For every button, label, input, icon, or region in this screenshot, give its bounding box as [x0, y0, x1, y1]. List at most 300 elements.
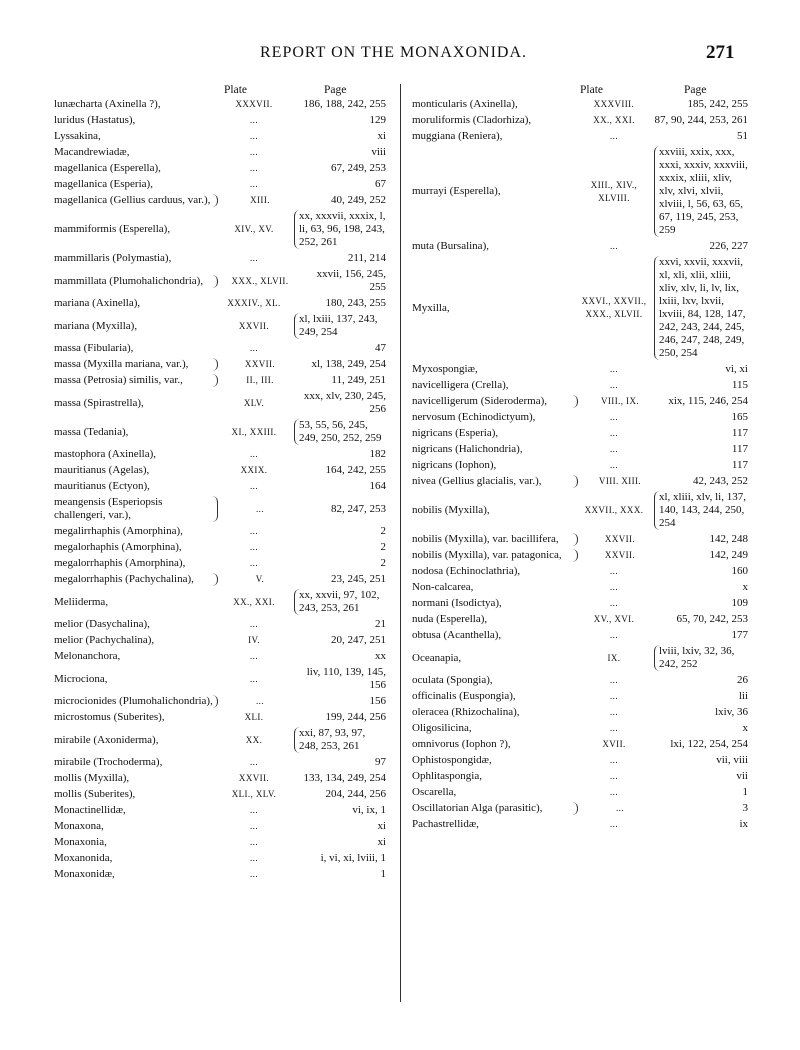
index-entry: [54, 390, 386, 416]
entry-plate: ...: [256, 696, 264, 706]
entry-name: luridus (Hastatus),: [54, 114, 136, 126]
index-entry: [54, 268, 386, 294]
entry-plate: ...: [250, 179, 258, 189]
entry-plate: XXVII., XXX.: [584, 505, 644, 515]
entry-name: microstomus (Suberites),: [54, 711, 165, 723]
index-entry: [412, 411, 748, 424]
index-entry: [54, 194, 386, 207]
entry-pages: 160: [731, 565, 748, 577]
entry-pages: xxviii, xxix, xxx, xxxi, xxxiv, xxxviii, xxxix, xliii, xliv, xlv, xlvi, xlvii, xlviii, l, 56, 63, 65, 67, 119, 245, 253, 259: [654, 146, 748, 237]
entry-plate: ...: [610, 755, 618, 765]
entry-pages: 109: [731, 597, 748, 609]
index-entry: [54, 313, 386, 339]
entry-name: Oligosilicina,: [412, 722, 472, 734]
index-entry: [412, 549, 748, 562]
entry-plate: ...: [250, 163, 258, 173]
entry-pages: vi, xi: [725, 363, 748, 375]
entry-plate: XLI., XLV.: [231, 789, 277, 799]
entry-plate: ...: [250, 853, 258, 863]
entry-name: Melonanchora,: [54, 650, 121, 662]
entry-pages: 65, 70, 242, 253: [676, 613, 748, 625]
index-entry: [412, 459, 748, 472]
entry-plate: ...: [610, 723, 618, 733]
entry-plate: ...: [250, 673, 258, 684]
index-entry: [412, 581, 748, 594]
index-entry: [54, 836, 386, 849]
entry-name: lunæcharta (Axinella ?),: [54, 98, 161, 110]
index-entry: [412, 146, 748, 237]
entry-pages: 186, 188, 242, 255: [303, 98, 386, 110]
index-list-right: [412, 98, 748, 831]
entry-plate: XIII., XIV., XLVIII.: [590, 179, 638, 203]
index-entry: [412, 565, 748, 578]
index-entry: [412, 722, 748, 735]
index-entry: [54, 464, 386, 477]
entry-pages: 47: [375, 342, 386, 354]
entry-plate: ...: [250, 805, 258, 815]
entry-name: magellanica (Esperella),: [54, 162, 161, 174]
entry-name: mammillaris (Polymastia),: [54, 252, 172, 264]
entry-plate: ...: [250, 837, 258, 847]
entry-plate: ...: [610, 691, 618, 701]
entry-plate: ...: [256, 503, 264, 514]
entry-pages: 42, 243, 252: [693, 475, 748, 487]
entry-name: oculata (Spongia),: [412, 674, 493, 686]
index-entry: [54, 448, 386, 461]
index-entry: [54, 589, 386, 615]
entry-plate: XIV., XV.: [234, 224, 274, 234]
entry-plate: ...: [610, 598, 618, 608]
entry-name: mauritianus (Ectyon),: [54, 480, 150, 492]
entry-plate: ...: [610, 582, 618, 592]
entry-name: Microciona,: [54, 672, 108, 685]
entry-pages: i, vi, xi, lviii, 1: [320, 852, 386, 864]
entry-plate: ...: [610, 566, 618, 576]
entry-name: normani (Isodictya),: [412, 597, 502, 609]
index-entry: [54, 252, 386, 265]
entry-pages: vii, viii: [716, 754, 748, 766]
entry-pages: xi: [377, 820, 386, 832]
entry-name: Myxospongiæ,: [412, 363, 478, 375]
entry-pages: 97: [375, 756, 386, 768]
index-list-left: [54, 98, 386, 881]
index-entry: [54, 358, 386, 371]
entry-name: microcionides (Plumohalichondria),: [54, 695, 218, 708]
entry-pages: 117: [731, 443, 748, 455]
entry-pages: 142, 249: [709, 549, 748, 561]
entry-name: nervosum (Echinodictyum),: [412, 411, 536, 423]
entry-pages: 21: [375, 618, 386, 630]
entry-name: massa (Myxilla mariana, var.),: [54, 358, 218, 371]
index-entry: [54, 162, 386, 175]
index-entry: [412, 802, 748, 815]
entry-name: Ophistospongidæ,: [412, 754, 492, 766]
index-entry: [54, 480, 386, 493]
entry-pages: 87, 90, 244, 253, 261: [654, 114, 748, 126]
entry-pages: lii: [738, 690, 748, 702]
entry-name: Myxilla,: [412, 301, 450, 314]
entry-pages: 1: [742, 786, 748, 798]
entry-plate: ...: [250, 558, 258, 568]
entry-pages: xl, lxiii, 137, 243, 249, 254: [294, 313, 386, 339]
entry-name: mariana (Axinella),: [54, 297, 141, 309]
entry-name: nuda (Esperella),: [412, 613, 488, 625]
index-entry: [54, 852, 386, 865]
entry-name: nobilis (Myxilla),: [412, 504, 490, 516]
entry-pages: 164: [369, 480, 386, 492]
entry-pages: 26: [737, 674, 748, 686]
entry-name: Monaxona,: [54, 820, 104, 832]
index-entry: [54, 178, 386, 191]
entry-plate: XXVII.: [238, 320, 270, 331]
entry-name: Ophlitaspongia,: [412, 770, 482, 782]
page-number: 271: [706, 42, 735, 63]
entry-name: mastophora (Axinella),: [54, 448, 157, 460]
entry-pages: ix: [739, 818, 748, 830]
entry-plate: ...: [610, 412, 618, 422]
index-entry: [412, 395, 748, 408]
entry-plate: ...: [610, 819, 618, 829]
entry-name: magellanica (Esperia),: [54, 178, 153, 190]
index-column-right: [412, 84, 748, 1004]
index-entry: [54, 756, 386, 769]
index-entry: [412, 98, 748, 111]
entry-name: mariana (Myxilla),: [54, 319, 138, 332]
index-entry: [54, 146, 386, 159]
entry-plate: ...: [610, 131, 618, 141]
entry-plate: XVII.: [602, 739, 626, 749]
entry-pages: lxiv, 36: [715, 706, 748, 718]
entry-pages: xl, 138, 249, 254: [311, 358, 386, 370]
entry-pages: 129: [369, 114, 386, 126]
index-entry: [54, 618, 386, 631]
entry-plate: ...: [250, 147, 258, 157]
entry-name: nodosa (Echinoclathria),: [412, 565, 521, 577]
entry-pages: 180, 243, 255: [325, 297, 386, 309]
entry-pages: 117: [731, 427, 748, 439]
entry-pages: 23, 245, 251: [331, 573, 386, 585]
index-entry: [54, 374, 386, 387]
entry-name: nobilis (Myxilla), var. bacillifera,: [412, 533, 578, 546]
index-entry: [54, 541, 386, 554]
entry-pages: xx, xxxvii, xxxix, l, li, 63, 96, 198, 243, 252, 261: [294, 210, 386, 249]
entry-name: Lyssakina,: [54, 130, 101, 142]
index-entry: [412, 754, 748, 767]
entry-name: massa (Petrosia) similis, var.,: [54, 374, 218, 387]
index-entry: [54, 650, 386, 663]
entry-name: Oscarella,: [412, 786, 457, 798]
entry-pages: 51: [737, 130, 748, 142]
entry-pages: 199, 244, 256: [325, 711, 386, 723]
index-entry: [412, 427, 748, 440]
index-entry: [412, 130, 748, 143]
page-label: Page: [324, 84, 347, 96]
entry-plate: ...: [610, 380, 618, 390]
entry-pages: 165: [731, 411, 748, 423]
entry-plate: ...: [610, 364, 618, 374]
entry-pages: 40, 249, 252: [331, 194, 386, 206]
index-entry: [54, 573, 386, 586]
entry-name: Oceanapia,: [412, 651, 462, 664]
index-entry: [54, 804, 386, 817]
entry-plate: XX., XXI.: [593, 115, 635, 125]
entry-pages: 204, 244, 256: [325, 788, 386, 800]
entry-plate: ...: [610, 444, 618, 454]
entry-plate: ...: [610, 707, 618, 717]
entry-plate: ...: [250, 253, 258, 263]
index-entry: [412, 770, 748, 783]
entry-pages: liv, 110, 139, 145, 156: [306, 666, 386, 691]
entry-plate: ...: [250, 526, 258, 536]
entry-pages: 67: [375, 178, 386, 190]
entry-name: mollis (Suberites),: [54, 788, 136, 800]
entry-name: Macandrewiadæ,: [54, 146, 130, 158]
entry-name: nigricans (Iophon),: [412, 459, 497, 471]
index-entry: [54, 130, 386, 143]
entry-pages: 142, 248: [709, 533, 748, 545]
index-entry: [54, 419, 386, 445]
entry-name: murrayi (Esperella),: [412, 185, 501, 197]
entry-name: meangensis (Esperiopsis challengeri, var.),: [54, 496, 218, 522]
entry-plate: IV.: [248, 635, 260, 645]
entry-name: megalorrhaphis (Amorphina),: [54, 557, 186, 569]
entry-name: nigricans (Halichondria),: [412, 443, 523, 455]
entry-pages: 82, 247, 253: [331, 502, 386, 515]
entry-pages: xi: [377, 836, 386, 848]
index-entry: [54, 772, 386, 785]
index-entry: [412, 491, 748, 530]
entry-pages: 2: [380, 541, 386, 553]
entry-name: moruliformis (Cladorhiza),: [412, 114, 532, 126]
entry-name: Meliiderma,: [54, 595, 109, 608]
entry-pages: 177: [731, 629, 748, 641]
entry-name: Monaxonidæ,: [54, 868, 115, 880]
entry-plate: ...: [250, 115, 258, 125]
entry-name: omnivorus (Iophon ?),: [412, 738, 511, 750]
index-entry: [54, 695, 386, 708]
entry-name: oleracea (Rhizochalina),: [412, 706, 520, 718]
entry-pages: xxx, xlv, 230, 245, 256: [303, 390, 386, 415]
entry-pages: 115: [731, 379, 748, 391]
index-entry: [54, 98, 386, 111]
index-entry: [54, 634, 386, 647]
running-header: REPORT ON THE MONAXONIDA.: [260, 44, 528, 61]
entry-name: Monaxonia,: [54, 836, 107, 848]
entry-plate: XXIX.: [240, 465, 268, 475]
entry-name: megalirrhaphis (Amorphina),: [54, 525, 183, 537]
index-entry: [412, 629, 748, 642]
entry-pages: 53, 55, 56, 245, 249, 250, 252, 259: [294, 419, 386, 445]
page-label: Page: [684, 84, 707, 96]
entry-plate: XXVI., XXVII., XXX., XLVII.: [581, 296, 647, 319]
entry-name: monticularis (Axinella),: [412, 98, 518, 110]
index-entry: [412, 645, 748, 671]
index-entry: [54, 297, 386, 310]
entry-plate: ...: [250, 619, 258, 629]
entry-plate: ...: [610, 787, 618, 797]
entry-pages: 2: [380, 557, 386, 569]
entry-name: mammiformis (Esperella),: [54, 223, 171, 235]
entry-plate: ...: [250, 449, 258, 459]
entry-plate: ...: [250, 869, 258, 879]
entry-pages: xix, 115, 246, 254: [668, 395, 748, 407]
entry-pages: 3: [742, 802, 748, 814]
entry-plate: ...: [610, 428, 618, 438]
entry-plate: XX., XXI.: [233, 596, 275, 607]
entry-pages: 67, 249, 253: [331, 162, 386, 174]
index-entry: [412, 597, 748, 610]
entry-name: Non-calcarea,: [412, 581, 474, 593]
entry-plate: XI., XXIII.: [231, 426, 277, 437]
entry-plate: XXXIV., XL.: [227, 298, 281, 308]
index-entry: [412, 475, 748, 488]
entry-plate: XXXVII.: [235, 99, 273, 109]
entry-pages: 11, 249, 251: [331, 374, 386, 386]
entry-name: megalorrhaphis (Pachychalina),: [54, 573, 218, 586]
entry-pages: 1: [380, 868, 386, 880]
entry-pages: lviii, lxiv, 32, 36, 242, 252: [654, 645, 748, 671]
entry-plate: XIII.: [250, 195, 270, 205]
entry-name: nivea (Gellius glacialis, var.),: [412, 475, 578, 488]
entry-plate: ...: [250, 131, 258, 141]
entry-pages: xxi, 87, 93, 97, 248, 253, 261: [294, 727, 386, 753]
entry-pages: 117: [731, 459, 748, 471]
entry-plate: XXVII.: [238, 773, 270, 783]
entry-pages: x: [742, 722, 748, 734]
index-entry: [412, 674, 748, 687]
index-entry: [54, 525, 386, 538]
index-entry: [54, 496, 386, 522]
entry-name: Moxanonida,: [54, 852, 113, 864]
index-entry: [412, 443, 748, 456]
index-entry: [54, 820, 386, 833]
entry-plate: ...: [610, 675, 618, 685]
entry-name: Oscillatorian Alga (parasitic),: [412, 802, 578, 815]
index-entry: [54, 868, 386, 881]
column-divider: [400, 84, 401, 1002]
entry-name: Pachastrellidæ,: [412, 818, 479, 830]
plate-label: Plate: [580, 84, 603, 96]
entry-plate: ...: [610, 630, 618, 640]
entry-plate: XX.: [245, 734, 263, 745]
entry-name: nigricans (Esperia),: [412, 427, 499, 439]
entry-plate: ...: [250, 481, 258, 491]
entry-plate: ...: [610, 771, 618, 781]
entry-pages: 133, 134, 249, 254: [303, 772, 386, 784]
index-entry: [54, 666, 386, 692]
entry-plate: XLI.: [244, 712, 264, 722]
column-header-right: [412, 84, 748, 98]
entry-plate: XXVII.: [244, 359, 276, 369]
index-entry: [54, 711, 386, 724]
index-entry: [54, 727, 386, 753]
entry-name: muggiana (Reniera),: [412, 130, 503, 142]
entry-pages: 185, 242, 255: [687, 98, 748, 110]
entry-plate: II., III.: [246, 375, 274, 385]
entry-pages: 2: [380, 525, 386, 537]
entry-pages: x: [742, 581, 748, 593]
entry-name: mollis (Myxilla),: [54, 772, 130, 784]
index-entry: [54, 557, 386, 570]
entry-pages: xi: [377, 130, 386, 142]
entry-plate: XXX., XLVII.: [231, 275, 289, 286]
entry-pages: xxvi, xxvii, xxxvii, xl, xli, xlii, xliii, xliv, xlv, li, lv, lix, lxiii, lxv, lxvii, lxviii, 84, 128, 147, 242, 243, 244, 245, 246, 247, 248, 249, 250, 254: [654, 256, 748, 360]
entry-pages: xxvii, 156, 245, 255: [316, 268, 386, 293]
entry-plate: XV., XVI.: [593, 614, 635, 624]
entry-plate: VIII., IX.: [601, 396, 639, 406]
entry-pages: 182: [369, 448, 386, 460]
entry-name: massa (Fibularia),: [54, 342, 134, 354]
index-entry: [54, 114, 386, 127]
entry-pages: xl, xliii, xlv, li, 137, 140, 143, 244, 250, 254: [654, 491, 748, 530]
entry-name: megalorhaphis (Amorphina),: [54, 541, 182, 553]
entry-name: nobilis (Myxilla), var. patagonica,: [412, 549, 578, 562]
index-entry: [412, 256, 748, 360]
index-entry: [54, 210, 386, 249]
entry-name: magellanica (Gellius carduus, var.),: [54, 194, 218, 207]
entry-pages: 211, 214: [347, 252, 386, 264]
index-entry: [412, 613, 748, 626]
entry-plate: VIII. XIII.: [598, 476, 642, 486]
entry-plate: ...: [250, 821, 258, 831]
entry-pages: 156: [369, 695, 386, 707]
entry-plate: ...: [250, 651, 258, 661]
index-entry: [412, 706, 748, 719]
entry-pages: 20, 247, 251: [331, 634, 386, 646]
entry-plate: V.: [255, 574, 265, 584]
index-entry: [412, 786, 748, 799]
entry-pages: 164, 242, 255: [325, 464, 386, 476]
entry-plate: XXVII.: [604, 550, 636, 560]
index-entry: [412, 818, 748, 831]
index-entry: [54, 342, 386, 355]
entry-plate: ...: [616, 803, 624, 813]
entry-pages: viii: [371, 146, 386, 158]
index-entry: [412, 379, 748, 392]
entry-name: obtusa (Acanthella),: [412, 629, 502, 641]
entry-plate: XLV.: [243, 397, 265, 408]
entry-pages: vii: [736, 770, 748, 782]
entry-pages: 226, 227: [709, 240, 748, 252]
entry-plate: ...: [250, 343, 258, 353]
index-entry: [412, 240, 748, 253]
entry-name: massa (Spirastrella),: [54, 396, 144, 409]
index-entry: [54, 788, 386, 801]
index-entry: [412, 738, 748, 751]
entry-name: navicelligera (Crella),: [412, 379, 509, 391]
index-entry: [412, 363, 748, 376]
index-entry: [412, 533, 748, 546]
index-column-left: [54, 84, 386, 1004]
entry-name: Monactinellidæ,: [54, 804, 126, 816]
entry-name: mirabile (Axoniderma),: [54, 733, 159, 746]
entry-name: navicelligerum (Siderodermа),: [412, 395, 578, 408]
entry-pages: lxi, 122, 254, 254: [670, 738, 748, 750]
entry-pages: vi, ix, 1: [352, 804, 386, 816]
entry-name: melior (Pachychalina),: [54, 634, 155, 646]
entry-name: massa (Tedania),: [54, 425, 129, 438]
entry-plate: XXXVIII.: [593, 99, 635, 109]
entry-plate: IX.: [607, 652, 621, 663]
entry-pages: xx: [375, 650, 386, 662]
column-header-left: [54, 84, 386, 98]
entry-plate: ...: [610, 241, 618, 251]
entry-name: officinalis (Euspongia),: [412, 690, 516, 702]
entry-name: muta (Bursalina),: [412, 240, 489, 252]
entry-name: melior (Dasychalina),: [54, 618, 150, 630]
index-entry: [412, 114, 748, 127]
entry-plate: ...: [250, 542, 258, 552]
